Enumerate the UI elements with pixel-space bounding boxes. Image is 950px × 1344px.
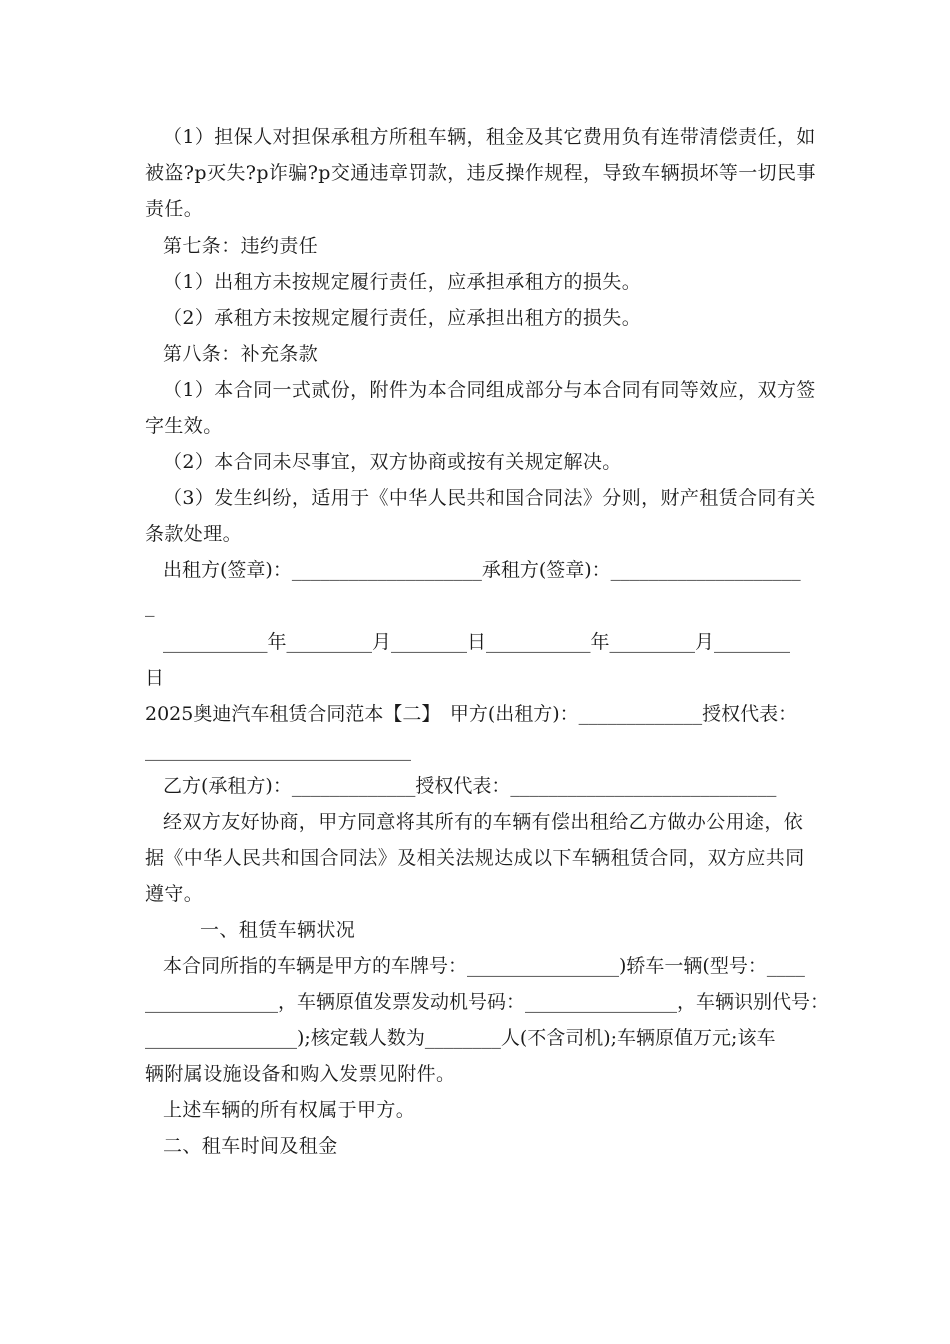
preamble-line-1: 经双方友好协商，甲方同意将其所有的车辆有偿出租给乙方做办公用途，依 bbox=[163, 811, 804, 833]
ownership-line: 上述车辆的所有权属于甲方。 bbox=[163, 1099, 416, 1121]
clause-8-2: （2）本合同未尽事宜，双方协商或按有关规定解决。 bbox=[163, 451, 622, 473]
vehicle-line-3: ________________);核定载人数为________人(不含司机);车辆原值万元;该车 bbox=[145, 1027, 776, 1049]
vehicle-line-4: 辆附属设施设备和购入发票见附件。 bbox=[145, 1063, 456, 1085]
vehicle-line-1: 本合同所指的车辆是甲方的车牌号：________________)轿车一辆(型号：____ bbox=[163, 955, 805, 977]
date-line: ___________年_________月________日___________年_________月________ bbox=[163, 631, 791, 653]
clause-6-1-line-1: （1）担保人对担保承租方所租车辆，租金及其它费用负有连带清偿责任，如 bbox=[163, 126, 816, 148]
signature-line: 出租方(签章)：____________________承租方(签章)：____________________ bbox=[163, 559, 801, 581]
preamble-line-2: 据《中华人民共和国合同法》及相关法规达成以下车辆租赁合同，双方应共同 bbox=[145, 847, 805, 869]
clause-8-3-line-1: （3）发生纠纷，适用于《中华人民共和国合同法》分则，财产租赁合同有关 bbox=[163, 487, 816, 509]
signature-line-wrap: _ bbox=[145, 595, 155, 617]
clause-6-1-line-2: 被盗?p灭失?p诈骗?p交通违章罚款，违反操作规程，导致车辆损坏等一切民事 bbox=[145, 162, 816, 184]
party-b-line: 乙方(承租方)：_____________授权代表：____________________________ bbox=[163, 775, 777, 797]
representative-blank: ____________________________ bbox=[145, 739, 411, 761]
article-8-heading: 第八条：补充条款 bbox=[163, 343, 319, 365]
clause-8-1-line-1: （1）本合同一式贰份，附件为本合同组成部分与本合同有同等效应，双方签 bbox=[163, 379, 816, 401]
clause-7-1: （1）出租方未按规定履行责任，应承担承租方的损失。 bbox=[163, 271, 642, 293]
section-1-heading: 一、租赁车辆状况 bbox=[200, 919, 356, 941]
date-line-wrap: 日 bbox=[145, 667, 165, 689]
contract-2-title-line: 2025奥迪汽车租赁合同范本【二】 甲方(出租方)：_____________授权代表： bbox=[145, 703, 798, 725]
clause-7-2: （2）承租方未按规定履行责任，应承担出租方的损失。 bbox=[163, 307, 642, 329]
section-2-heading: 二、租车时间及租金 bbox=[163, 1135, 338, 1157]
clause-8-1-line-2: 字生效。 bbox=[145, 415, 223, 437]
clause-8-3-line-2: 条款处理。 bbox=[145, 523, 243, 545]
article-7-heading: 第七条：违约责任 bbox=[163, 235, 319, 257]
preamble-line-3: 遵守。 bbox=[145, 883, 204, 905]
vehicle-line-2: ______________，车辆原值发票发动机号码：________________，车辆识别代号： bbox=[145, 991, 830, 1013]
clause-6-1-line-3: 责任。 bbox=[145, 198, 204, 220]
